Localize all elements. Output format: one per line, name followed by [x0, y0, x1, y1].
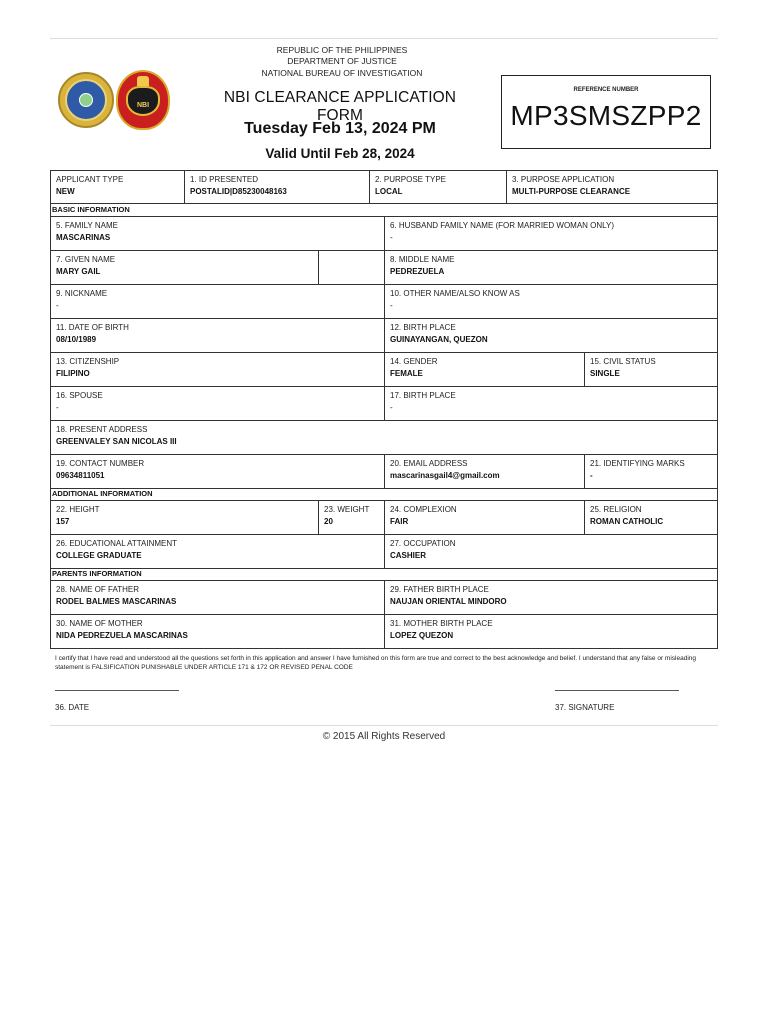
spouse-birth-place-label: 17. BIRTH PLACE	[390, 391, 456, 400]
signature-line	[555, 690, 679, 691]
date-of-birth-cell	[50, 318, 385, 353]
occupation-cell	[384, 534, 718, 569]
doj-seal-icon	[58, 72, 114, 128]
email-address-label: 20. EMAIL ADDRESS	[390, 459, 468, 468]
additional-information-heading	[50, 488, 718, 500]
educational-attainment-label: 26. EDUCATIONAL ATTAINMENT	[56, 539, 178, 548]
given-name-cell	[50, 250, 319, 285]
physical-row	[50, 500, 718, 535]
present-address-value: GREENVALEY SAN NICOLAS III	[56, 437, 177, 446]
given-name-value: MARY GAIL	[56, 267, 101, 276]
bottom-divider	[50, 725, 718, 726]
father-name-cell	[50, 580, 385, 615]
application-date: Tuesday Feb 13, 2024 PM	[244, 120, 436, 137]
other-name-value: -	[390, 301, 393, 310]
spouse-value: -	[56, 403, 59, 412]
father-birth-place-cell	[384, 580, 718, 615]
parents-information-title: PARENTS INFORMATION	[52, 569, 142, 578]
purpose-type-label: 2. PURPOSE TYPE	[375, 175, 446, 184]
educational-attainment-value: COLLEGE GRADUATE	[56, 551, 142, 560]
height-label: 22. HEIGHT	[56, 505, 100, 514]
purpose-application-cell	[506, 170, 718, 204]
citizenship-cell	[50, 352, 385, 387]
family-name-row	[50, 216, 718, 251]
id-presented-value: POSTALID|D85230048163	[190, 187, 287, 196]
gender-cell	[384, 352, 585, 387]
application-row	[50, 170, 718, 204]
weight-label: 23. WEIGHT	[324, 505, 370, 514]
date-of-birth-label: 11. DATE OF BIRTH	[56, 323, 129, 332]
weight-value: 20	[324, 517, 333, 526]
mother-birth-place-label: 31. MOTHER BIRTH PLACE	[390, 619, 493, 628]
purpose-type-cell	[369, 170, 507, 204]
nickname-row	[50, 284, 718, 319]
complexion-value: FAIR	[390, 517, 409, 526]
spouse-birth-place-value: -	[390, 403, 393, 412]
basic-information-heading	[50, 204, 718, 216]
citizenship-row	[50, 352, 718, 387]
identifying-marks-value: -	[590, 471, 593, 480]
middle-name-cell	[384, 250, 718, 285]
religion-cell	[584, 500, 718, 535]
present-address-cell	[50, 420, 718, 455]
additional-information-title: ADDITIONAL INFORMATION	[52, 489, 153, 498]
citizenship-value: FILIPINO	[56, 369, 90, 378]
gender-label: 14. GENDER	[390, 357, 438, 366]
applicant-type-label: APPLICANT TYPE	[56, 175, 124, 184]
email-address-value: mascarinasgail4@gmail.com	[390, 471, 500, 480]
address-row	[50, 420, 718, 455]
height-value: 157	[56, 517, 70, 526]
date-label: 36. DATE	[55, 703, 90, 712]
husband-family-name-label: 6. HUSBAND FAMILY NAME (FOR MARRIED WOMAN ONLY)	[390, 221, 615, 230]
weight-cell	[318, 500, 385, 535]
educational-attainment-cell	[50, 534, 385, 569]
gender-value: FEMALE	[390, 369, 423, 378]
nickname-label: 9. NICKNAME	[56, 289, 108, 298]
form-title: NBI CLEARANCE APPLICATION FORM	[223, 89, 457, 124]
given-name-label: 7. GIVEN NAME	[56, 255, 116, 264]
family-name-value: MASCARINAS	[56, 233, 111, 242]
applicant-type-value: NEW	[56, 187, 75, 196]
nickname-value: -	[56, 301, 59, 310]
top-divider	[50, 38, 718, 39]
reference-number-box	[501, 75, 711, 149]
parents-information-heading	[50, 568, 718, 580]
occupation-value: CASHIER	[390, 551, 427, 560]
given-name-row	[50, 250, 718, 285]
contact-number-label: 19. CONTACT NUMBER	[56, 459, 145, 468]
applicant-type-cell	[50, 170, 185, 204]
middle-name-value: PEDREZUELA	[390, 267, 445, 276]
citizenship-label: 13. CITIZENSHIP	[56, 357, 120, 366]
civil-status-value: SINGLE	[590, 369, 620, 378]
father-name-label: 28. NAME OF FATHER	[56, 585, 139, 594]
mother-name-label: 30. NAME OF MOTHER	[56, 619, 143, 628]
birth-place-label: 12. BIRTH PLACE	[390, 323, 456, 332]
birth-place-cell	[384, 318, 718, 353]
religion-label: 25. RELIGION	[590, 505, 642, 514]
father-birth-place-value: NAUJAN ORIENTAL MINDORO	[390, 597, 507, 606]
signature-label: 37. SIGNATURE	[555, 703, 615, 712]
spouse-row	[50, 386, 718, 421]
height-cell	[50, 500, 319, 535]
spouse-birth-place-cell	[384, 386, 718, 421]
date-signature-line	[55, 690, 179, 691]
contact-number-value: 09634811051	[56, 471, 105, 480]
father-name-value: RODEL BALMES MASCARINAS	[56, 597, 177, 606]
spouse-label: 16. SPOUSE	[56, 391, 103, 400]
family-name-label: 5. FAMILY NAME	[56, 221, 118, 230]
mother-birth-place-cell	[384, 614, 718, 649]
birth-row	[50, 318, 718, 353]
other-name-label: 10. OTHER NAME/ALSO KNOW AS	[390, 289, 520, 298]
mother-birth-place-value: LOPEZ QUEZON	[390, 631, 454, 640]
nbi-seal-text: NBI	[136, 102, 150, 109]
purpose-application-label: 3. PURPOSE APPLICATION	[512, 175, 615, 184]
contact-number-cell	[50, 454, 385, 489]
mother-name-value: NIDA PEDREZUELA MASCARINAS	[56, 631, 188, 640]
complexion-label: 24. COMPLEXION	[390, 505, 457, 514]
occupation-label: 27. OCCUPATION	[390, 539, 456, 548]
id-presented-cell	[184, 170, 370, 204]
father-birth-place-label: 29. FATHER BIRTH PLACE	[390, 585, 489, 594]
contact-row	[50, 454, 718, 489]
present-address-label: 18. PRESENT ADDRESS	[56, 425, 148, 434]
date-of-birth-value: 08/10/1989	[56, 335, 97, 344]
agency-line-department: DEPARTMENT OF JUSTICE	[287, 56, 397, 66]
email-address-cell	[384, 454, 585, 489]
form-header	[50, 40, 718, 170]
education-row	[50, 534, 718, 569]
husband-family-name-value: -	[390, 233, 393, 242]
reference-number-label: REFERENCE NUMBER	[573, 87, 639, 93]
purpose-application-value: MULTI-PURPOSE CLEARANCE	[512, 187, 631, 196]
id-presented-label: 1. ID PRESENTED	[190, 175, 259, 184]
father-row	[50, 580, 718, 615]
family-name-cell	[50, 216, 385, 251]
civil-status-label: 15. CIVIL STATUS	[590, 357, 656, 366]
civil-status-cell	[584, 352, 718, 387]
certification-statement: I certify that I have read and understood all the questions set forth in this application and answer I have furnished on this form are true and correct to the best acknowledge and belief. I understand that any false or misleading statement is FALSIFICATION PUNISHABLE UNDER ARTICLE 171 & 172 OR REVISED PENAL CODE	[55, 655, 696, 671]
identifying-marks-cell	[584, 454, 718, 489]
valid-until: Valid Until Feb 28, 2024	[265, 146, 415, 161]
purpose-type-value: LOCAL	[375, 187, 403, 196]
mother-name-cell	[50, 614, 385, 649]
other-name-cell	[384, 284, 718, 319]
given-name-extra-cell	[318, 250, 385, 285]
husband-family-name-cell	[384, 216, 718, 251]
nbi-seal-icon	[116, 70, 170, 130]
complexion-cell	[384, 500, 585, 535]
birth-place-value: GUINAYANGAN, QUEZON	[390, 335, 488, 344]
reference-number-value: MP3SMSZPP2	[510, 100, 702, 131]
spouse-cell	[50, 386, 385, 421]
agency-line-bureau: NATIONAL BUREAU OF INVESTIGATION	[261, 68, 423, 78]
agency-line-republic: REPUBLIC OF THE PHILIPPINES	[276, 45, 408, 55]
copyright-footer: © 2015 All Rights Reserved	[322, 731, 446, 742]
identifying-marks-label: 21. IDENTIFYING MARKS	[590, 459, 685, 468]
mother-row	[50, 614, 718, 649]
middle-name-label: 8. MIDDLE NAME	[390, 255, 455, 264]
nickname-cell	[50, 284, 385, 319]
basic-information-title: BASIC INFORMATION	[52, 205, 130, 214]
religion-value: ROMAN CATHOLIC	[590, 517, 664, 526]
